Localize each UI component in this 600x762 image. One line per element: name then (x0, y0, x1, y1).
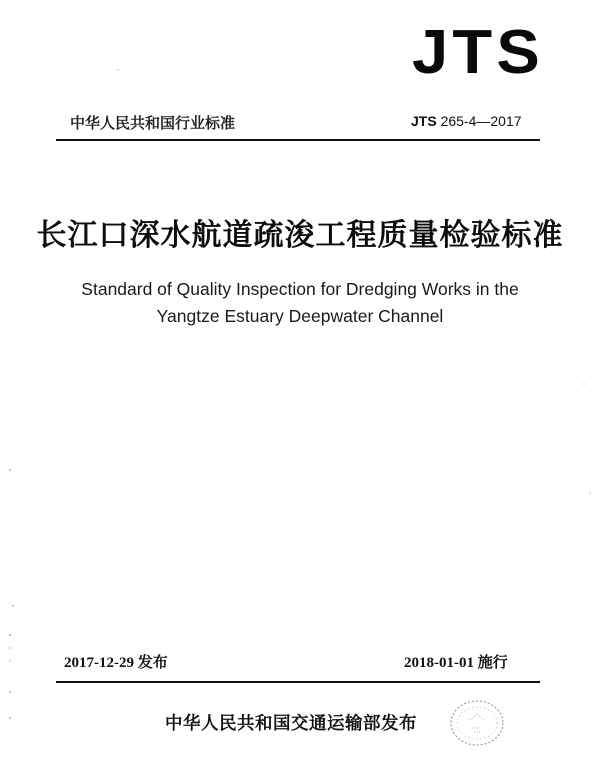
standard-category: 中华人民共和国行业标准 (70, 114, 236, 132)
issue-date: 2017-12-29 发布 (64, 655, 168, 671)
implementation-date: 2018-01-01 施行 (404, 655, 508, 671)
jts-logo: JTS (412, 18, 545, 87)
standard-code-number: 265-4—2017 (440, 113, 522, 129)
title-chinese: 长江口深水航道疏浚工程质量检验标准 (36, 218, 564, 253)
title-english-line-1: Standard of Quality Inspection for Dredging Works in the (81, 279, 519, 299)
standard-code-prefix: JTS (411, 113, 437, 129)
title-english-line-2: Yangtze Estuary Deepwater Channel (156, 306, 444, 326)
publisher: 中华人民共和国交通运输部发布 (165, 714, 417, 734)
